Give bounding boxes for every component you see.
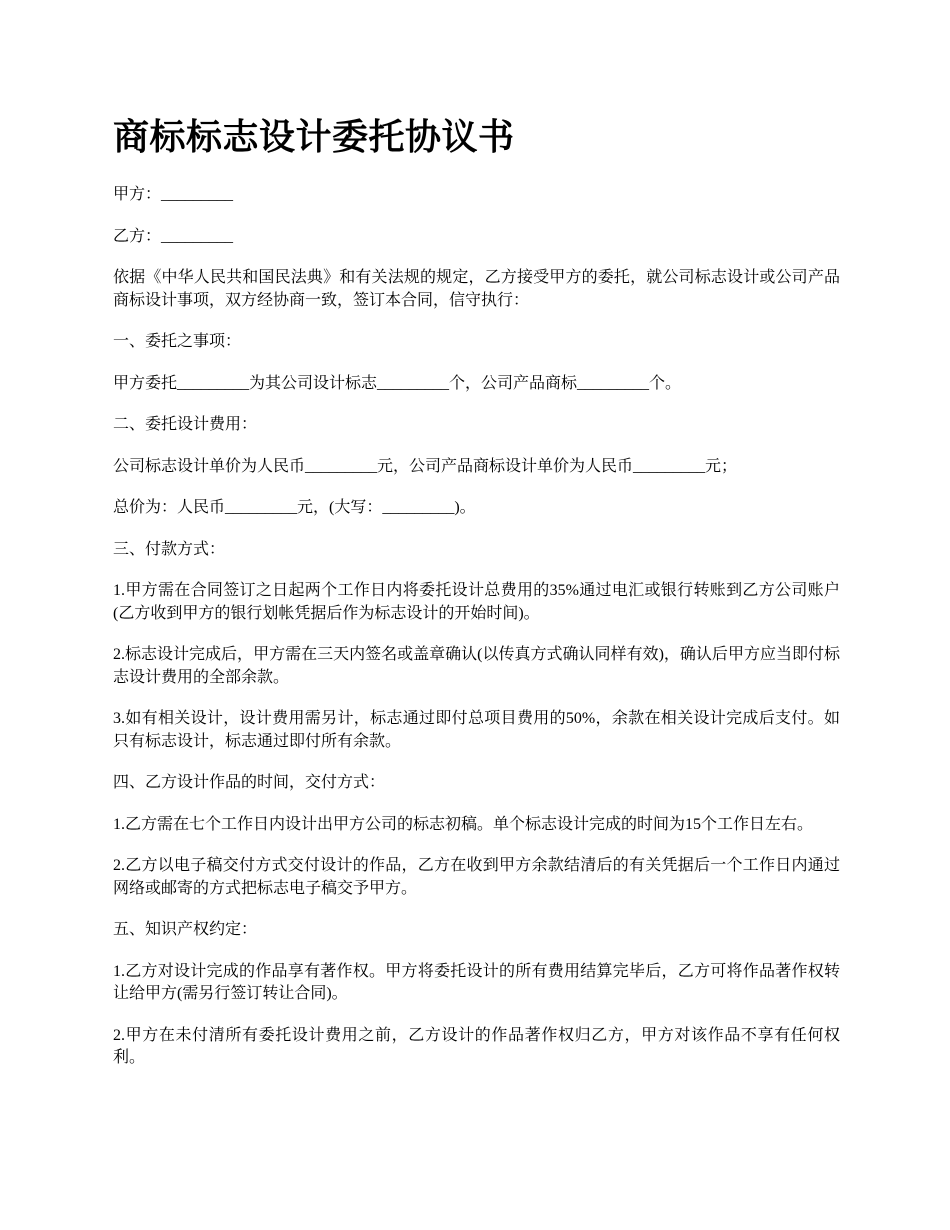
document-title: 商标标志设计委托协议书 [113,116,515,158]
clause-paragraph: 2.甲方在未付清所有委托设计费用之前，乙方设计的作品著作权归乙方，甲方对该作品不享有任何权利。 [113,1026,840,1066]
clause-paragraph: 1.甲方需在合同签订之日起两个工作日内将委托设计总费用的35%通过电汇或银行转账到乙方公司账户(乙方收到甲方的银行划帐凭据后作为标志设计的开始时间)。 [113,582,840,622]
section-heading-4: 四、乙方设计作品的时间，交付方式： [113,774,386,791]
clause-paragraph: 1.乙方对设计完成的作品享有著作权。甲方将委托设计的所有费用结算完毕后，乙方可将作品著作权转让给甲方(需另行签订转让合同)。 [113,962,840,1002]
party-a-line: 甲方：_________ [113,186,234,203]
section-heading-2: 二、委托设计费用： [113,416,258,433]
clause-paragraph: 1.乙方需在七个工作日内设计出甲方公司的标志初稿。单个标志设计完成的时间为15个工作日左右。 [113,815,814,833]
party-b-line: 乙方：_________ [113,227,234,245]
clause-paragraph: 总价为：人民币_________元，(大写：_________)。 [113,499,476,516]
clause-paragraph: 公司标志设计单价为人民币_________元，公司产品商标设计单价为人民币_________元； [113,457,738,475]
section-heading-3: 三、付款方式： [113,540,226,558]
section-heading-5: 五、知识产权约定： [113,921,258,938]
clause-paragraph: 甲方委托_________为其公司设计标志_________个，公司产品商标_________个。 [113,374,682,392]
clause-paragraph: 2.标志设计完成后，甲方需在三天内签名或盖章确认(以传真方式确认同样有效)，确认后甲方应当即付标志设计费用的全部余款。 [113,646,840,686]
preamble-paragraph: 依据《中华人民共和国民法典》和有关法规的规定，乙方接受甲方的委托，就公司标志设计或公司产品商标设计事项，双方经协商一致，签订本合同，信守执行： [113,269,840,309]
document-page [113,112,840,1089]
clause-paragraph: 2.乙方以电子稿交付方式交付设计的作品，乙方在收到甲方余款结清后的有关凭据后一个工作日内通过网络或邮寄的方式把标志电子稿交予甲方。 [113,857,840,897]
section-heading-1: 一、委托之事项： [113,333,242,350]
clause-paragraph: 3.如有相关设计，设计费用需另计，标志通过即付总项目费用的50%，余款在相关设计完成后支付。如只有标志设计，标志通过即付所有余款。 [113,710,840,750]
